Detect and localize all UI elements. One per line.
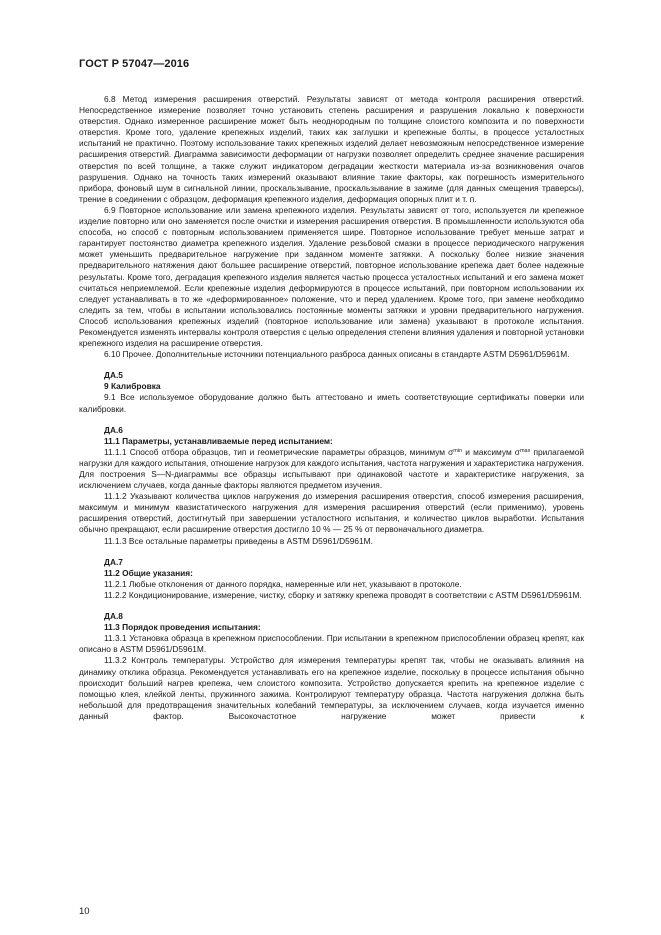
paragraph [79,447,584,491]
paragraph: 11.3.1 Установка образца в крепежном приспособлении. При испытании в крепежном приспособлении образец крепят, как описано в ASTM D5961/D5961M. [79,633,584,655]
paragraph: 11.1.2 Указывают количества циклов нагружения до измерения расширения отверстия, способ измерения расширения, максимум и минимум квазистатического нагружения для измерения расширения отверстий (если применимо), уровень расширения отверстий, достигнутый при завершении усталостного испытания, и количество циклов выработки. Испытания обычно прекращают, если расширение отверстия достигло 10 % — 25 % от первоначального диаметра. [79,491,584,535]
paragraph: 11.2.2 Кондиционирование, измерение, чистку, сборку и затяжку крепежа проводят в соответствии с ASTM D5961/D5961M. [104,589,582,600]
paragraph-text: и максимум σ [462,446,520,457]
paragraph-text: 11.1.1 Способ отбора образцов, тип и геометрические параметры образцов, минимум σ [104,446,454,457]
paragraph: 6.9 Повторное использование или замена крепежного изделия. Результаты зависят от того, используется ли крепежное изделие повторно или оно заменяется после очистки и измерения расширения отверстия. В промышленности используются оба способа, но способ с повторным использованием применяется шире. Повторное использование требует меньше затрат и гарантирует постоянство диаметра крепежного изделия. Удаление резьбовой смазки в процессе периодического нагружения может уменьшить предварительное нагружение при заданном моменте затяжки. А поскольку более низкие значения предварительного натяжения дают большее расширение отверстий, повторное использование крепежа дает более надежные результаты. Кроме того, деградация крепежного изделия является частью процесса усталостных испытаний и его замена может считаться неприемлемой. Если крепежные изделия деформируются в процессе испытаний, при повторном использовании их следует устанавливать в то же «деформированное» положение, что и перед удалением. Кроме того, при замене необходимо следить за тем, чтобы в испытании использовались постоянные моменты затяжки и уровни предварительного нагружения. Способ использования крепежных изделий (повторное использование или замена) указывают в протоколе испытания. Рекомендуется изменять интервалы контроля отверстия с целью определения степени влияния удаления и повторной установки крепежного изделия на расширение отверстия. [79,204,584,349]
document-header: ГОСТ Р 57047—2016 [79,58,190,70]
section-gap [79,415,584,425]
clause-heading: 11.1 Параметры, устанавливаемые перед испытанием: [104,435,333,446]
sigma-subscript: min [453,447,463,454]
paragraph: 6.10 Прочее. Дополнительные источники потенциального разброса данных описаны в стандарте ASTM D5961/D5961M. [104,349,570,360]
annex-section-heading: ДА.5 [104,370,123,381]
clause-heading: 11.3 Порядок проведения испытания: [104,622,261,633]
paragraph: 11.2.1 Любые отклонения от данного порядка, намеренные или нет, указывают в протоколе. [104,578,462,589]
clause-heading: 9 Калибровка [104,381,161,392]
annex-section-heading: ДА.8 [104,611,123,622]
section-gap [79,601,584,611]
page-number: 10 [79,906,90,917]
annex-section-heading: ДА.6 [104,424,123,435]
paragraph-text: прилагаемой нагрузки для каждого испытания, отношение нагрузок для каждого испытания, частота нагружения и характеристика нагружения. Для построения S—N-диаграммы все образцы испытывают при одинаковой частоте и характеристике нагружения, за исключением случаев, когда данные факторы являются предметом изучения. [79,446,584,491]
paragraph: 6.8 Метод измерения расширения отверстий. Результаты зависят от метода контроля расширения отверстий. Непосредственное измерение позволяет точно установить степень расширения и разрушения локально к поверхности отверстия. Однако измеренное расширение может быть неоднородным по толщине слоистого композита и по поверхности отверстия. Кроме того, удаление крепежных изделий, таких как заглушки и крепежные болты, в процессе усталостных испытаний не практично. Поэтому использование таких крепежных изделий делает невозможным непосредственное измерение расширения отверстий. Диаграмма зависимости деформации от нагрузки позволяет определить среднее значение расширения отверстия по всей толщине, а также служит индикатором деградации жесткости материала из-за возникновения очагов разрушения. Однако на точность таких измерений оказывают влияние такие факторы, как погрешность измерительного прибора, фоновый шум в сигнальной линии, проскальзывание, проскальзывание в зажиме (для данных смещения траверсы), трение в соединении с образцом, деформация крепежного изделия, деформация опорных плит и т. п. [79,94,584,204]
section-gap [79,360,584,370]
clause-heading: 11.2 Общие указания: [104,567,193,578]
paragraph: 9.1 Все используемое оборудование должно быть аттестовано и иметь соответствующие сертификаты поверки или калибровки. [79,392,584,414]
document-body [79,94,584,722]
section-gap [79,547,584,557]
paragraph: 11.1.3 Все остальные параметры приведены в ASTM D5961/D5961M. [104,535,373,546]
sigma-subscript: max [519,447,531,454]
annex-section-heading: ДА.7 [104,556,123,567]
paragraph: 11.3.2 Контроль температуры. Устройство для измерения температуры крепят так, чтобы не оказывать влияния на динамику отклика образца. Рекомендуется устанавливать его на крепежное изделие, поскольку в процессе испытания обычно происходит больший нагрев крепежа, чем слоистого композита. Устройство допускается крепить на крепежное изделие с помощью клея, клейкой ленты, пружинного зажима. Контролируют температуру образца. Частота нагружения должна быть небольшой для предотвращения значительных колебаний температуры, за исключением случаев, когда изучается именно данный фактор. Высокочастотное нагружение может привести к [79,655,584,721]
